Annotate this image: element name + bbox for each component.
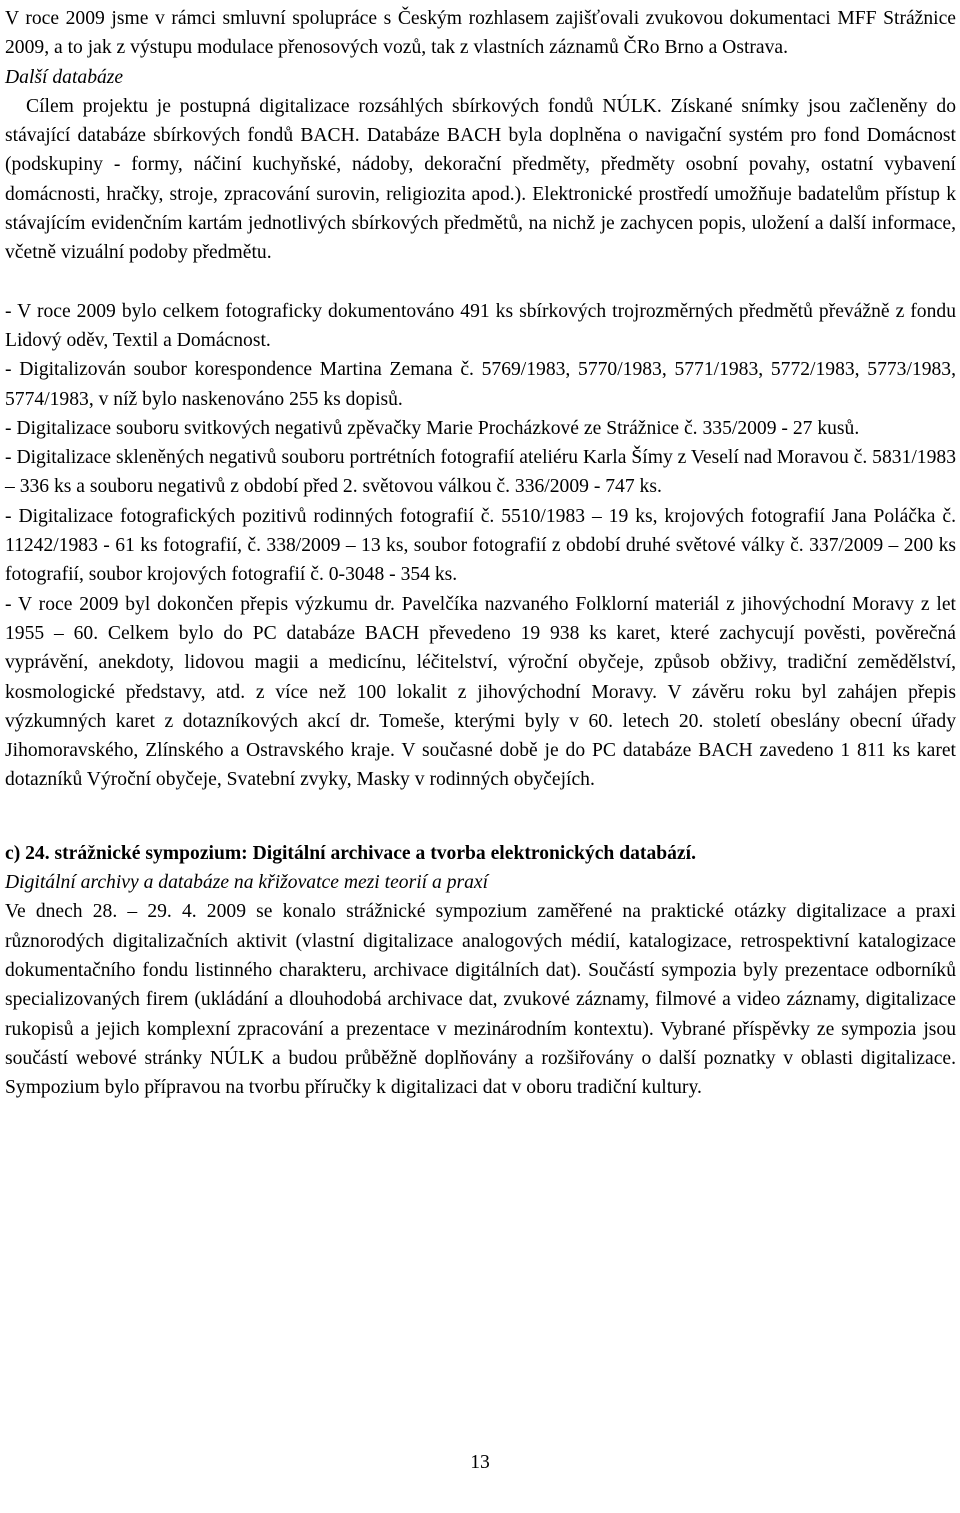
symposium-title: c) 24. strážnické sympozium: Digitální archivace a tvorba elektronických databází. — [5, 842, 696, 864]
list-item: - Digitalizován soubor korespondence Martina Zemana č. 5769/1983, 5770/1983, 5771/1983, 5772/1983, 5773/1983, 5774/1983, v níž bylo naskenováno 255 ks dopisů. — [5, 359, 956, 410]
databases-paragraph: Cílem projektu je postupná digitalizace rozsáhlých sbírkových fondů NÚLK. Získané snímky jsou začleněny do stávající databáze sbírkových fondů BACH. Databáze BACH byla doplněna o navigační systém pro fond Domácnost (podskupiny - formy, náčiní kuchyňské, nádoby, dekorační předměty, předměty osobní povahy, ostatní vybavení domácnosti, hračky, stroje, zpracování surovin, religiozita apod.). Elektronické prostředí umožňuje badatelům přístup k stávajícím evidenčním kartám jednotlivých sbírkových předmětů, na nichž je zachycen popis, uložení a další informace, včetně vizuální podoby předmětu. — [5, 95, 956, 264]
symposium-subtitle: Digitální archivy a databáze na křižovatce mezi teorií a praxí — [5, 872, 489, 894]
spacer — [5, 268, 956, 297]
intro-paragraph: V roce 2009 jsme v rámci smluvní spolupráce s Českým rozhlasem zajišťovali zvukovou dokumentaci MFF Strážnice 2009, a to jak z výstupu modulace přenosových vozů, tak z vlastních záznamů ČRo Brno a Ostrava. — [5, 8, 956, 59]
databases-heading: Další databáze — [5, 66, 124, 88]
list-item: - Digitalizace fotografických pozitivů rodinných fotografií č. 5510/1983 – 19 ks, krojových fotografií Jana Poláčka č. 11242/1983 - 61 ks fotografií, č. 338/2009 – 13 ks, soubor fotografií z období druhé světové války č. 337/2009 – 200 ks fotografií, soubor krojových fotografií č. 0-3048 - 354 ks. — [5, 505, 956, 586]
spacer — [5, 795, 956, 839]
list-item: - V roce 2009 byl dokončen přepis výzkumu dr. Pavelčíka nazvaného Folklorní materiál z jihovýchodní Moravy z let 1955 – 60. Celkem bylo do PC databáze BACH převedeno 19 938 ks karet, které zachycují pověsti, pověrečná vyprávění, anekdoty, lidovou magii a medicínu, léčitelství, výroční obyčeje, způsob obživy, tradiční zemědělství, kosmologické představy, atd. z více než 100 lokalit z jihovýchodní Moravy. V závěru roku byl zahájen přepis výzkumných karet z dotazníkových akcí dr. Tomeše, kterými byly v 60. letech 20. století obeslány obecní úřady Jihomoravského, Zlínského a Ostravského kraje. V současné době je do PC databáze BACH zavedeno 1 811 ks karet dotazníků Výroční obyčeje, Svatební zvyky, Masky v rodinných obyčejích. — [5, 593, 956, 791]
list-item: - Digitalizace souboru svitkových negativů zpěvačky Marie Procházkové ze Strážnice č. 335/2009 - 27 kusů. — [5, 417, 860, 439]
list-item: - Digitalizace skleněných negativů souboru portrétních fotografií ateliéru Karla Šímy z Veselí nad Moravou č. 5831/1983 – 336 ks a souboru negativů z období před 2. světovou válkou č. 336/2009 - 747 ks. — [5, 447, 956, 498]
databases-section — [5, 63, 956, 268]
list-item: - V roce 2009 bylo celkem fotograficky dokumentováno 491 ks sbírkových trojrozměrných předmětů převážně z fondu Lidový oděv, Textil a Domácnost. — [5, 300, 956, 351]
document-page — [5, 4, 956, 1102]
page-number: 13 — [470, 1452, 490, 1473]
symposium-paragraph: Ve dnech 28. – 29. 4. 2009 se konalo strážnické sympozium zaměřené na praktické otázky digitalizace a praxi různorodých digitalizačních aktivit (vlastní digitalizace analogových médií, katalogizace, retrospektivní katalogizace dokumentačního fondu listinného charakteru, archivace digitálních dat). Součástí sympozia byly prezentace odborníků specializovaných firem (ukládání a dlouhodobá archivace dat, zvukové záznamy, filmové a video záznamy, digitalizace rukopisů a jejich komplexní zpracování a prezentace v mezinárodním kontextu). Vybrané příspěvky ze sympozia jsou součástí webové stránky NÚLK a budou průběžně doplňovány a rozšiřovány o další poznatky v oblasti digitalizace. Sympozium bylo přípravou na tvorbu příručky k digitalizaci dat v oboru tradiční kultury. — [5, 901, 956, 1099]
symposium-section — [5, 839, 956, 1103]
digitization-list — [5, 297, 956, 795]
